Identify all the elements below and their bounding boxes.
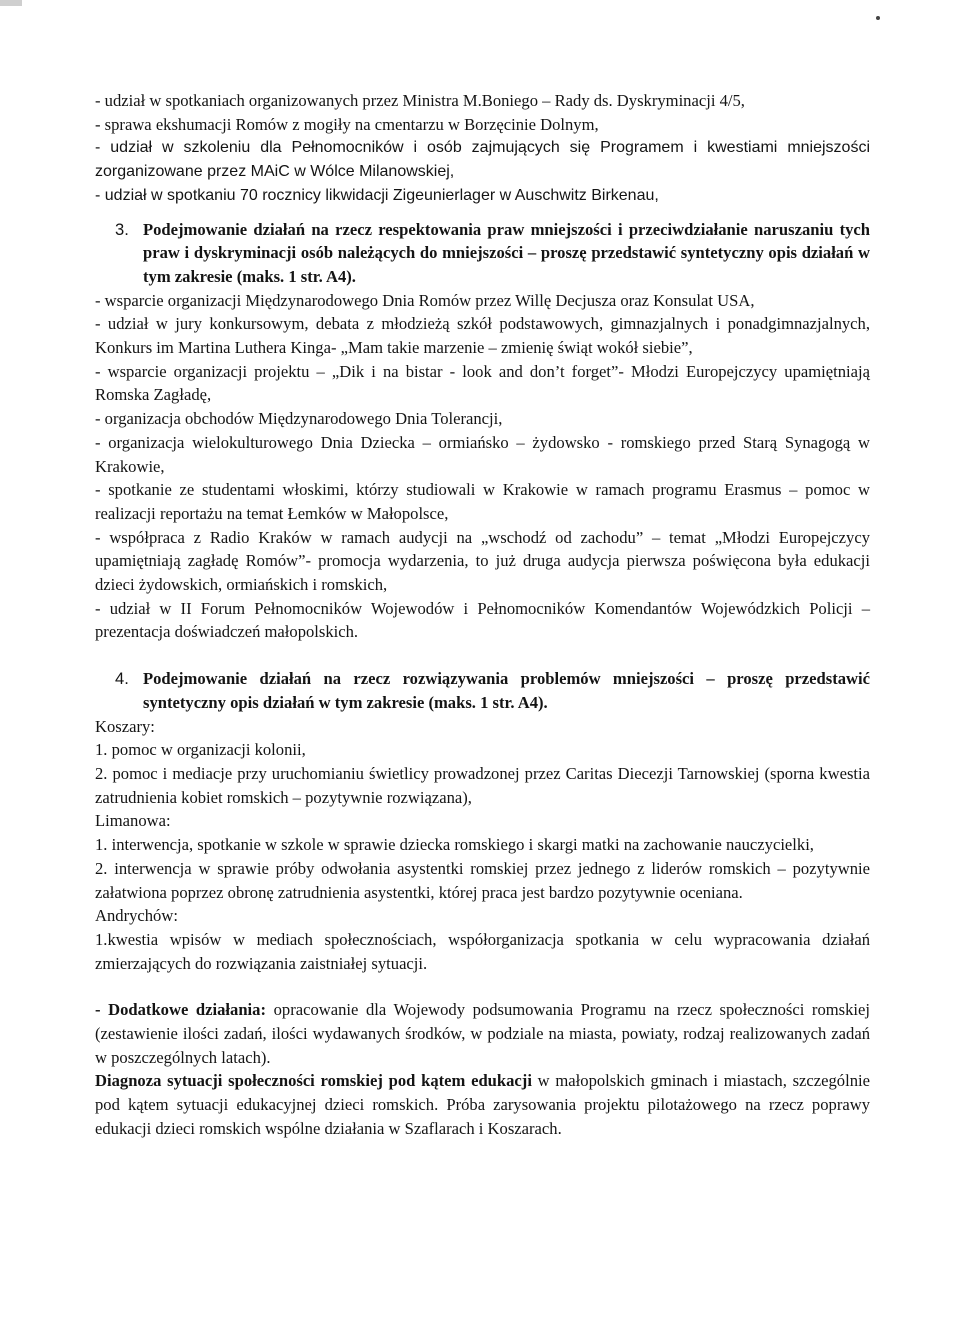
list-item: 2. pomoc i mediacje przy uruchomianiu świetlicy prowadzonej przez Caritas Diecezji Tarnowskiej (sporna kwestia zatrudnienia kobiet romskich – pozytywnie rozwiązana), — [95, 763, 870, 807]
list-item: - udział w jury konkursowym, debata z młodzieżą szkół podstawowych, gimnazjalnych i ponadgimnazjalnych, Konkurs im Martina Luthera Kinga- „Mam takie marzenie – zmienię świąt wokół siebie”, — [95, 314, 870, 358]
additional-activities-paragraph — [95, 998, 870, 1069]
list-item: - udział w spotkaniach organizowanych przez Ministra M.Boniego – Rady ds. Dyskryminacji 4/5, — [95, 91, 745, 110]
list-item: - udział w spotkaniu 70 rocznicy likwidacji Zigeunierlager w Auschwitz Birkenau, — [95, 186, 659, 204]
section-number: 3. — [115, 219, 129, 239]
list-item: - udział w II Forum Pełnomocników Wojewodów i Pełnomocników Komendantów Wojewódzkich Policji – prezentacja doświadczeń małopolskich. — [95, 598, 870, 642]
list-item: - współpraca z Radio Kraków w ramach audycji na „wschodź od zachodu” – temat „Młodzi Europejczycy upamiętniają zagładę Romów”- promocja wydarzenia, to już druga audycja pierwsza poświęcona była edukacji dzieci żydowskich, ormiańskich i romskich, — [95, 527, 870, 595]
additional-activities-lead: - Dodatkowe działania: — [95, 1000, 266, 1020]
section-heading-text: Podejmowanie działań na rzecz respektowania praw mniejszości i przeciwdziałanie naruszaniu tych praw i dyskryminacji osób należących do mniejszości – proszę przedstawić syntetyczny opis działań w tym zakresie (maks. 1 str. A4). — [143, 219, 870, 286]
list-item: - spotkanie ze studentami włoskimi, którzy studiowali w Krakowie w ramach programu Erasmus – pomoc w realizacji reportażu na temat Łemków w Małopolsce, — [95, 480, 870, 523]
additional-activities-text: opracowanie dla Wojewody podsumowania Programu na rzecz społeczności romskiej (zestawienie ilości zadań, ilości wydawanych środków, w podziale na miasta, powiaty, rodzaj realizowanych zadań w poszczególnych latach). — [95, 1000, 870, 1067]
list-item: - organizacja wielokulturowego Dnia Dziecka – ormiańsko – żydowsko - romskiego przed Starą Synagogą w Krakowie, — [95, 432, 870, 476]
scan-speck — [876, 16, 880, 20]
list-item: - sprawa ekshumacji Romów z mogiły na cmentarzu w Borzęcinie Dolnym, — [95, 114, 599, 134]
list-item: - wsparcie organizacji Międzynarodowego Dnia Romów przez Willę Decjusza oraz Konsulat USA, — [95, 290, 755, 310]
section-4-heading — [95, 667, 870, 714]
list-item: - udział w szkoleniu dla Pełnomocników i osób zajmujących się Programem i kwestiami mniejszości zorganizowane przez MAiC w Wólce Milanowskiej, — [95, 139, 870, 181]
diagnosis-lead: Diagnoza sytuacji społeczności romskiej pod kątem edukacji — [95, 1071, 532, 1091]
place-label-limanowa: Limanowa: — [95, 811, 171, 831]
place-label-koszary: Koszary: — [95, 716, 155, 736]
place-label-andrychow: Andrychów: — [95, 906, 178, 926]
section-number: 4. — [115, 669, 129, 689]
list-item: - wsparcie organizacji projektu – „Dik i na bistar - look and don’t forget”- Młodzi Europejczycy upamiętniają Romska Zagładę, — [95, 361, 870, 405]
scan-corner-mark — [0, 0, 22, 6]
list-item: 2. interwencja w sprawie próby odwołania asystentki romskiej przez jednego z liderów romskich – pozytywnie załatwiona poprzez obronę zatrudnienia asystentki, której praca jest bardzo pozytywnie oceniana. — [95, 858, 870, 902]
section-3-heading — [95, 218, 870, 289]
diagnosis-text: w małopolskich gminach i miastach, szczególnie pod kątem sytuacji edukacyjnej dzieci romskich. Próba zarysowania projektu pilotażowego na rzecz poprawy edukacji dzieci romskich wspólne działania w Szaflarach i Koszarach. — [95, 1071, 870, 1138]
list-item: - organizacja obchodów Międzynarodowego Dnia Tolerancji, — [95, 409, 503, 429]
section-heading-text: Podejmowanie działań na rzecz rozwiązywania problemów mniejszości – proszę przedstawić syntetyczny opis działań w tym zakresie (maks. 1 str. A4). — [143, 669, 870, 712]
list-item: 1.kwestia wpisów w mediach społecznościach, współorganizacja spotkania w celu wypracowania działań zmierzających do rozwiązania zaistniałej sytuacji. — [95, 929, 870, 973]
list-item: 1. interwencja, spotkanie w szkole w sprawie dziecka romskiego i skargi matki na zachowanie nauczycielki, — [95, 835, 814, 855]
list-item: 1. pomoc w organizacji kolonii, — [95, 740, 306, 760]
document-page — [95, 89, 870, 1141]
diagnosis-paragraph — [95, 1069, 870, 1140]
